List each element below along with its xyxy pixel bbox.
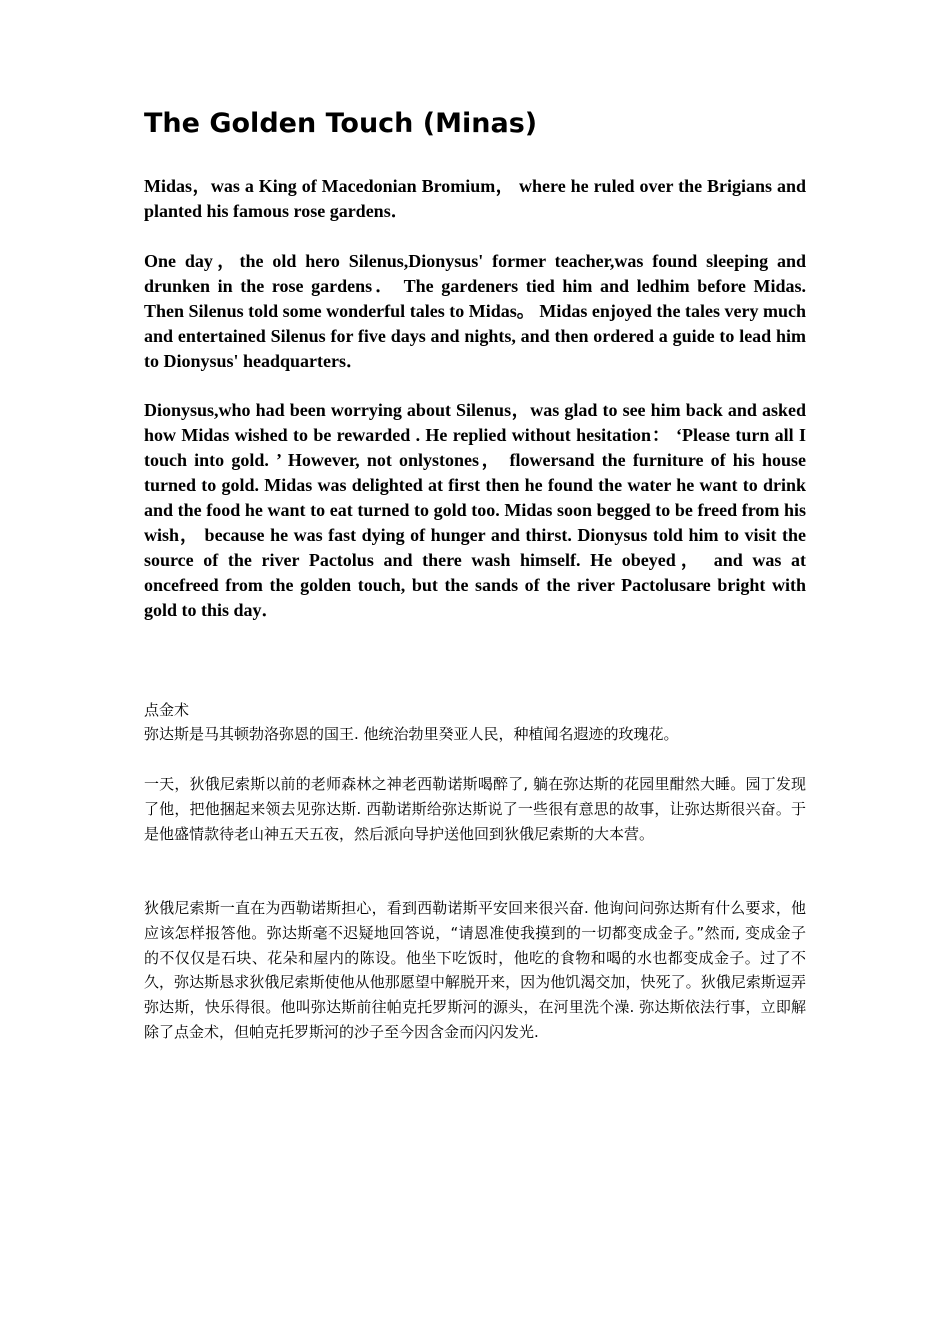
- english-paragraph: Midas，was a King of Macedonian Bromium， where he ruled over the Brigians and planted his famous rose gardens．: [144, 176, 806, 221]
- chinese-paragraph: 一天，狄俄尼索斯以前的老师森林之神老西勒诺斯喝醉了, 躺在弥达斯的花园里酣然大睡。园丁发现了他，把他捆起来领去见弥达斯. 西勒诺斯给弥达斯说了一些很有意思的故事，让弥达斯很兴奋。于是他盛情款待老山神五天五夜，然后派向导护送他回到狄俄尼索斯的大本营。: [144, 775, 806, 843]
- chinese-paragraph: 弥达斯是马其顿勃洛弥恩的国王. 他统治勃里癸亚人民，种植闻名遐迹的玫瑰花。: [144, 725, 679, 743]
- english-paragraph: One day，the old hero Silenus,Dionysus' former teacher,was found sleeping and drunken in the rose gardens． The gardeners tied him and ledhim before Midas. Then Silenus told some wonderful tales to Midas。 Midas enjoyed the tales very much and entertained Silenus for five days and nights, and then ordered a guide to lead him to Dionysus' headquarters．: [144, 251, 806, 371]
- chinese-paragraph: 狄俄尼索斯一直在为西勒诺斯担心，看到西勒诺斯平安回来很兴奋. 他询问问弥达斯有什么要求，他应该怎样报答他。弥达斯毫不迟疑地回答说，“请恩准使我摸到的一切都变成金子。”然而, 变成金子的不仅仅是石块、花朵和屋内的陈设。他坐下吃饭时，他吃的食物和喝的水也都变成金子。过了不久，弥达斯恳求狄俄尼索斯使他从他那愿望中解脱开来，因为他饥渴交加，快死了。狄俄尼索斯逗弄弥达斯，快乐得很。他叫弥达斯前往帕克托罗斯河的源头，在河里洗个澡. 弥达斯依法行事，立即解除了点金术，但帕克托罗斯河的沙子至今因含金而闪闪发光.: [144, 899, 806, 1041]
- document-title: The Golden Touch (Minas): [144, 108, 538, 139]
- english-paragraph: Dionysus,who had been worrying about Silenus，was glad to see him back and asked how Midas wished to be rewarded . He replied without hesitation： ‘Please turn all I touch into gold. ’ However, not onlystones， flowersand the furniture of his house turned to gold. Midas was delighted at first then he found the water he want to drink and the food he want to eat turned to gold too. Midas soon begged to be freed from his wish， because he was fast dying of hunger and thirst. Dionysus told him to visit the source of the river Pactolus and there wash himself. He obeyed， and was at oncefreed from the golden touch, but the sands of the river Pactolusare bright with gold to this day．: [144, 400, 806, 620]
- chinese-title: 点金术: [144, 701, 190, 719]
